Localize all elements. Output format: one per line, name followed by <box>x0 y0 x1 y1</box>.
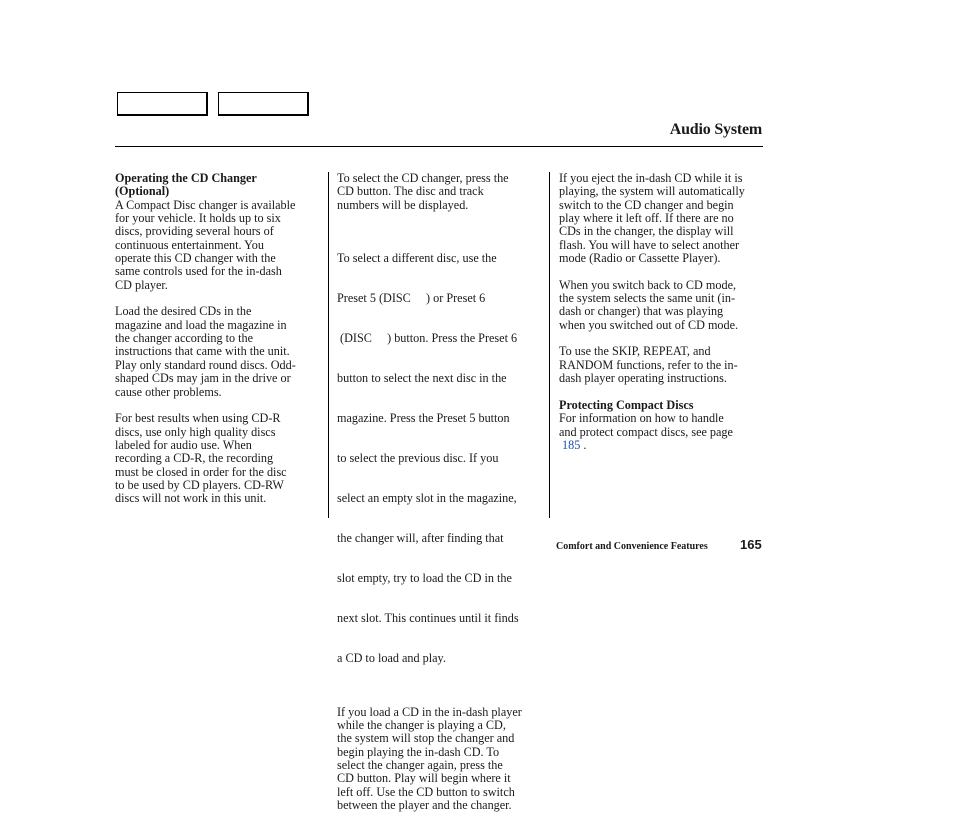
column-1 <box>115 172 321 519</box>
column-divider <box>549 172 550 518</box>
next-page-button[interactable] <box>218 92 309 116</box>
paragraph: To select a different disc, use the Preset 5 (DISC ) or Preset 6 (DISC ) button. Press the Preset 6 button to select the next disc in the magazine. Press the Preset 5 button to select the previous disc. If you select an empty slot in the magazine, the changer will, after finding that slot empty, try to load the CD in the next slot. This continues until it finds a CD to load and play. <box>337 251 519 666</box>
paragraph: To select the CD changer, press the CD button. The disc and track numbers will be displayed. <box>337 171 509 212</box>
page-link[interactable]: 185 <box>562 437 581 452</box>
prev-page-button[interactable] <box>117 92 208 116</box>
column-2 <box>337 172 543 826</box>
paragraph: A Compact Disc changer is available for your vehicle. It holds up to six discs, providing several hours of continuous entertainment. You operate this CD changer with the same controls used for the in-dash CD player. <box>115 197 296 292</box>
section-heading: Protecting Compact Discs <box>559 397 694 412</box>
page-number: 165 <box>740 537 762 552</box>
paragraph: For best results when using CD-R discs, use only high quality discs labeled for audio use. When recording a CD-R, the recording must be closed in order for the disc to be used by CD players. CD-RW discs will not work in this unit. <box>115 411 287 506</box>
column-3 <box>559 172 765 466</box>
paragraph: For information on how to handle and protect compact discs, see page 185 . <box>559 411 733 452</box>
footer-section-label: Comfort and Convenience Features <box>556 541 708 552</box>
paragraph: To use the SKIP, REPEAT, and RANDOM functions, refer to the in- dash player operating instructions. <box>559 344 738 386</box>
paragraph: Load the desired CDs in the magazine and load the magazine in the changer according to the instructions that came with the unit. Play only standard round discs. Odd- shaped CDs may jam in the drive or cause other problems. <box>115 304 296 399</box>
paragraph: If you load a CD in the in-dash player while the changer is playing a CD, the system will stop the changer and begin playing the in-dash CD. To select the changer again, press the CD button. Play will begin where it left off. Use the CD button to switch between the player and the changer. <box>337 704 522 813</box>
header-divider <box>115 146 763 147</box>
page-title: Audio System <box>669 121 762 138</box>
column-divider <box>328 172 329 518</box>
section-heading: Operating the CD Changer (Optional) <box>115 171 257 199</box>
paragraph: When you switch back to CD mode, the system selects the same unit (in- dash or changer) that was playing when you switched out of CD mode. <box>559 277 739 332</box>
paragraph: If you eject the in-dash CD while it is playing, the system will automatically switch to the CD changer and begin play where it left off. If there are no CDs in the changer, the display will flash. You will have to select another mode (Radio or Cassette Player). <box>559 171 745 266</box>
